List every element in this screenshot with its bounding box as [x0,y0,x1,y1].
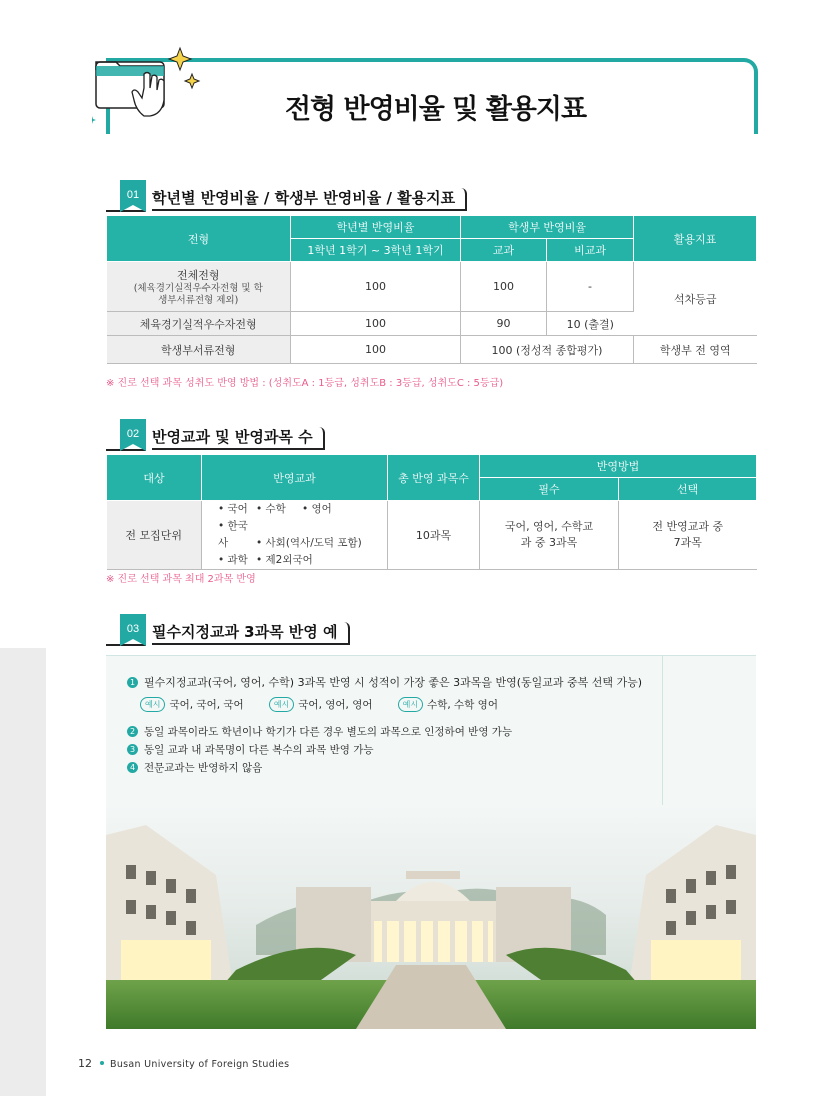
bookmark-icon [120,180,146,212]
section-3-number: 03 [126,623,140,635]
cell-count: 10과목 [388,501,480,570]
cell-required: 국어, 영어, 수학교과 중 3과목 [480,501,619,570]
cell-grade: 100 [291,336,461,364]
col-target: 대상 [107,455,202,501]
subject-item: • 사회(역사/도덕 포함) [256,537,362,549]
section-1-note: ※ 진로 선택 과목 성취도 반영 방법 : (성취도A : 1등급, 성취도B : 3등급, 성취도C : 5등급) [106,378,504,389]
box-top-line [106,655,756,656]
subject-item: • 한국사 [218,520,248,549]
campus-photo [106,805,756,1029]
rule-text-3: 동일 교과 내 과목명이 다른 복수의 과목 반영 가능 [144,744,374,756]
bookmark-icon [120,614,146,646]
row-target: 전 모집단위 [107,501,202,570]
section-2-heading [106,427,316,449]
col-type: 전형 [107,216,291,262]
section-1-title: 학년별 반영비율 / 학생부 반영비율 / 활용지표 [152,188,467,211]
cell-non-subject: 10 (출결) [547,312,634,336]
subject-item: • 수학 [256,503,286,515]
rule-text-1: 필수지정교과(국어, 영어, 수학) 3과목 반영 시 성적이 가장 좋은 3과목을 반영(동일교과 중복 선택 가능) [144,676,643,689]
row-type: 학생부서류전형 [107,336,291,364]
row-type-name: 전체전형 [176,268,220,282]
page-title: 전형 반영비율 및 활용지표 [284,94,587,125]
cell-indicator: 석차등급 [634,262,757,336]
cell-grade: 100 [291,262,461,312]
rule-item-1 [127,674,642,690]
row-type-note: (체육경기실적우수자전형 및 학생부서류전형 제외) [133,282,263,306]
col-method: 반영방법 [480,455,757,478]
col-subject: 교과 [461,239,547,262]
subject-item: • 영어 [302,503,332,515]
page-footer [78,1057,289,1070]
cell-record-merged: 100 (정성적 종합평가) [461,336,634,364]
example-chip: 예시 [269,697,294,712]
section-2-number: 02 [126,428,140,440]
table-row [107,501,757,570]
rule-number-4: 4 [127,762,138,773]
rule-item-4 [127,760,262,775]
cell-subject: 90 [461,312,547,336]
cell-subject: 100 [461,262,547,312]
col-non-subject: 비교과 [547,239,634,262]
subject-item: • 과학 [218,554,248,566]
section-3-heading [106,622,342,644]
left-side-band [0,648,46,1096]
section-3-title: 필수지정교과 3과목 반영 예 [152,622,350,645]
col-indicator: 활용지표 [634,216,757,262]
row-type: 체육경기실적우수자전형 [107,312,291,336]
rule-number-3: 3 [127,744,138,755]
page-number: 12 [78,1057,92,1070]
subject-item: • 제2외국어 [256,554,313,566]
rule-item-3 [127,742,374,757]
subjects-table [106,454,757,570]
cell-non-subject: - [547,262,634,312]
section-2-note: ※ 진로 선택 과목 최대 2과목 반영 [106,574,256,585]
rule-text-4: 전문교과는 반영하지 않음 [144,762,263,774]
rule-number-1: 1 [127,677,138,688]
subject-item: • 국어 [218,503,248,515]
example-chip: 예시 [398,697,423,712]
section-2-title: 반영교과 및 반영과목 수 [152,427,325,450]
section-1-heading [106,188,456,210]
table-row [107,262,757,312]
rule-number-2: 2 [127,726,138,737]
example-row [140,697,498,712]
cell-elective: 전 반영교과 중 7과목 [619,501,757,570]
col-grade-ratio: 학년별 반영비율 [291,216,461,239]
col-count: 총 반영 과목수 [388,455,480,501]
col-elective: 선택 [619,478,757,501]
col-subjects: 반영교과 [202,455,388,501]
cell-subject-list [202,501,388,570]
col-grade-range: 1학년 1학기 ~ 3학년 1학기 [291,239,461,262]
cell-grade: 100 [291,312,461,336]
footer-dot [100,1061,104,1065]
example-1: 국어, 국어, 국어 [169,699,244,711]
example-2: 국어, 영어, 영어 [298,699,373,711]
rule-item-2 [127,724,512,739]
row-type [107,262,291,312]
rule-text-2: 동일 과목이라도 학년이나 학기가 다른 경우 별도의 과목으로 인정하여 반영 가능 [144,726,513,738]
bookmark-icon [120,419,146,451]
ratio-table [106,215,757,364]
example-3: 수학, 수학 영어 [427,699,498,711]
col-record-ratio: 학생부 반영비율 [461,216,634,239]
publisher-name: Busan University of Foreign Studies [110,1059,290,1070]
cell-indicator: 학생부 전 영역 [634,336,757,364]
example-chip: 예시 [140,697,165,712]
section-1-number: 01 [126,189,140,201]
col-required: 필수 [480,478,619,501]
table-row [107,336,757,364]
